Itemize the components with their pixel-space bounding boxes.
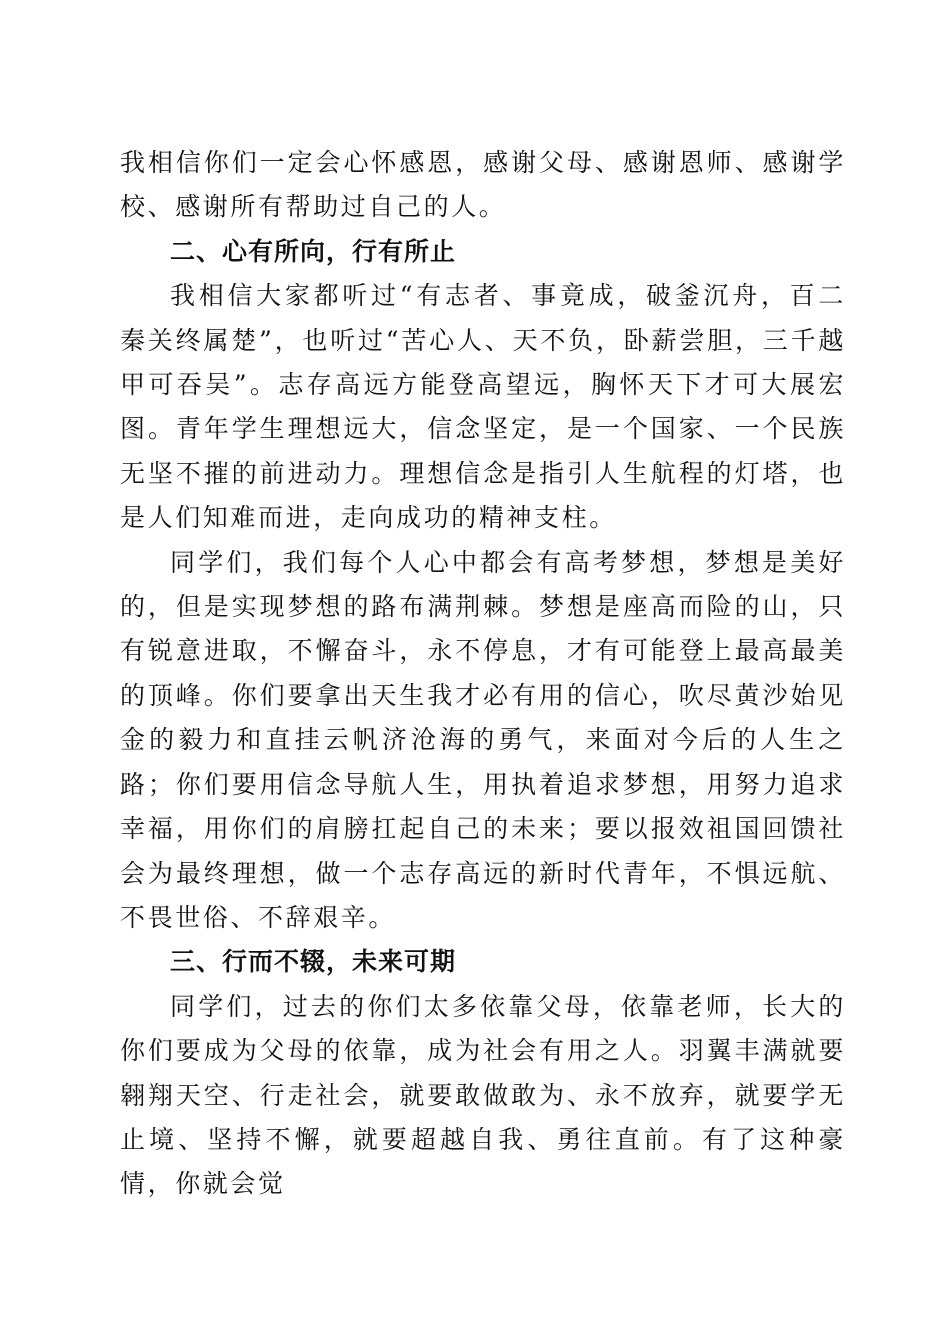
paragraph-ideals: 我相信大家都听过“有志者、事竟成，破釜沉舟，百二秦关终属楚”，也听过“苦心人、天不负，卧薪尝胆，三千越甲可吞吴”。志存高远方能登高望远，胸怀天下才可大展宏图。青年学生理想远大，信念坚定，是一个国家、一个民族无坚不摧的前进动力。理想信念是指引人生航程的灯塔，也是人们知难而进，走向成功的精神支柱。 — [120, 281, 846, 533]
section-heading-3: 三、行而不辍，未来可期 — [170, 947, 457, 977]
paragraph-dreams: 同学们，我们每个人心中都会有高考梦想，梦想是美好的，但是实现梦想的路布满荆棘。梦想是座高而险的山，只有锐意进取，不懈奋斗，永不停息，才有可能登上最高最美的顶峰。你们要拿出天生我才必有用的信心，吹尽黄沙始见金的毅力和直挂云帆济沧海的勇气，来面对今后的人生之路；你们要用信念导航人生，用执着追求梦想，用努力追求幸福，用你们的肩膀扛起自己的未来；要以报效祖国回馈社会为最终理想，做一个志存高远的新时代青年，不惧远航、不畏世俗、不辞艰辛。 — [120, 547, 846, 932]
paragraph-gratitude: 我相信你们一定会心怀感恩，感谢父母、感谢恩师、感谢学校、感谢所有帮助过自己的人。 — [120, 148, 846, 222]
paragraph-future: 同学们，过去的你们太多依靠父母，依靠老师，长大的你们要成为父母的依靠，成为社会有用之人。羽翼丰满就要翱翔天空、行走社会，就要敢做敢为、永不放弃，就要学无止境、坚持不懈，就要超越自我、勇往直前。有了这种豪情，你就会觉 — [120, 991, 846, 1199]
document-body — [120, 141, 846, 1207]
section-heading-2: 二、心有所向，行有所止 — [170, 236, 457, 266]
